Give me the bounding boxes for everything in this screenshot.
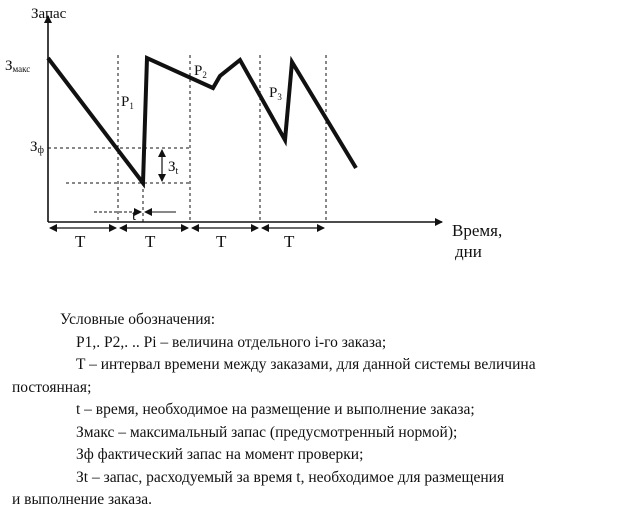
zt-label: $З_t$	[168, 159, 179, 177]
legend-t-a: T – интервал времени между заказами, для данной системы величина	[76, 356, 536, 373]
legend-t-b: постоянная;	[12, 378, 92, 396]
y-axis-label: Запас	[31, 6, 67, 22]
interval-label-1: T	[75, 232, 86, 251]
legend-p: P1,. P2,. .. Pi – величина отдельного i-го заказа;	[76, 333, 387, 351]
p3-label: $P_3$	[269, 85, 282, 102]
zmax-label: Змакс	[5, 58, 31, 74]
legend	[12, 309, 620, 512]
p2-label: $P_2$	[194, 63, 207, 80]
interval-label-2: T	[145, 232, 156, 251]
t-small-label: t	[132, 208, 137, 224]
legend-zt-a: Зt – запас, расходуемый за время t, необходимое для размещения	[76, 468, 505, 486]
legend-title: Условные обозначения:	[60, 311, 216, 328]
legend-tsmall: t – время, необходимое на размещение и выполнение заказа;	[76, 401, 475, 418]
x-axis-label-line1: Время,	[452, 221, 503, 240]
x-axis-label-line2: дни	[455, 242, 482, 261]
legend-zmax: Змакс – максимальный запас (предусмотренный нормой);	[76, 423, 458, 441]
legend-zt-b: и выполнение заказа.	[12, 491, 153, 508]
p1-label: $P_1$	[121, 94, 134, 111]
interval-label-4: T	[284, 232, 295, 251]
legend-zf: Зф фактический запас на момент проверки;	[76, 446, 364, 463]
zf-label: Зф	[30, 139, 44, 156]
interval-label-3: T	[216, 232, 227, 251]
